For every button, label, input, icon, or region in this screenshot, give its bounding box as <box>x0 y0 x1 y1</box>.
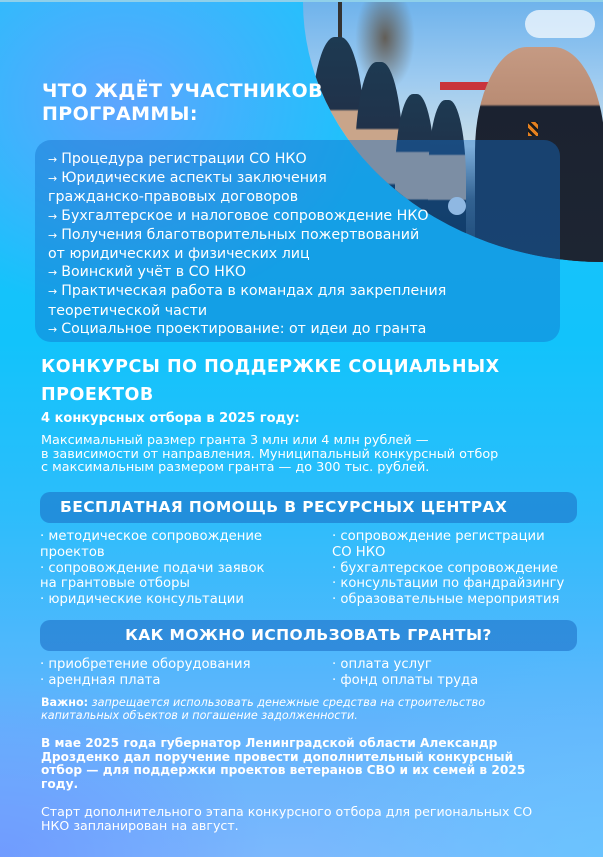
cloud-shape <box>525 10 595 38</box>
contests-subtitle: 4 конкурсных отбора в 2025 году: <box>41 411 300 426</box>
important-note-label: Важно: <box>41 696 89 709</box>
arrow-right-icon: → <box>48 209 58 223</box>
resource-centers-banner: БЕСПЛАТНАЯ ПОМОЩЬ В РЕСУРСНЫХ ЦЕНТРАХ <box>40 492 577 523</box>
program-list-item <box>48 150 560 169</box>
program-heading <box>42 80 342 126</box>
august-start-line: Старт дополнительного этапа конкурсного отбора для региональных СО <box>41 804 533 819</box>
service-item: · бухгалтерское сопровождение <box>332 560 558 576</box>
program-list-item-continuation: гражданско-правовых договоров <box>48 189 299 206</box>
grant-use-right-column <box>332 657 592 689</box>
program-list-item-text: Практическая работа в командах для закрепления <box>61 283 447 300</box>
announcement-line: отбор — для поддержки проектов ветеранов СВО и их семей в 2025 <box>41 763 526 778</box>
st-george-ribbon-icon <box>528 122 538 136</box>
arrow-right-icon: → <box>48 153 58 166</box>
contests-heading-line2: ПРОЕКТОВ <box>41 385 154 405</box>
program-list-item-text: Бухгалтерское и налоговое сопровождение НКО <box>61 207 429 224</box>
arrow-right-icon: → <box>48 285 58 299</box>
service-item: · сопровождение регистрации <box>332 529 545 544</box>
program-list-panel <box>35 140 560 342</box>
grant-use-item: · приобретение оборудования <box>40 657 251 672</box>
grant-use-item: · оплата услуг <box>332 657 432 672</box>
program-list-item <box>48 263 560 282</box>
program-list-item <box>48 226 560 245</box>
august-start-note <box>41 805 571 832</box>
service-item: · методическое сопровождение <box>40 529 263 544</box>
announcement-line: В мае 2025 года губернатор Ленинградской области Александр <box>41 736 498 750</box>
arrow-right-icon: → <box>48 228 58 242</box>
grant-use-banner: КАК МОЖНО ИСПОЛЬЗОВАТЬ ГРАНТЫ? <box>40 620 577 651</box>
service-item: · образовательные мероприятия <box>332 592 560 608</box>
arrow-right-icon: → <box>48 266 58 280</box>
contests-description-line: с максимальным размером гранта — до 300 тыс. рублей. <box>41 460 430 475</box>
program-list-item-text: Социальное проектирование: от идеи до гранта <box>61 320 427 337</box>
service-item: · консультации по фандрайзингу <box>332 576 565 592</box>
important-note <box>41 697 561 723</box>
program-list-item-continuation: от юридических и физических лиц <box>48 246 310 263</box>
program-list-item <box>48 169 560 188</box>
august-start-line: НКО запланирован на август. <box>41 817 239 833</box>
arrow-right-icon: → <box>48 322 58 336</box>
service-item-continuation: СО НКО <box>332 544 386 560</box>
arrow-right-icon: → <box>48 172 58 186</box>
service-item-continuation: на грантовые отборы <box>40 576 190 592</box>
program-list-item <box>48 282 560 301</box>
service-item-continuation: проектов <box>40 544 105 560</box>
program-list-item-text: Процедура регистрации СО НКО <box>61 151 307 167</box>
contests-heading-line1: КОНКУРСЫ ПО ПОДДЕРЖКЕ СОЦИАЛЬНЫХ <box>41 357 500 377</box>
program-list-item-text: Получения благотворительных пожертвований <box>61 226 420 243</box>
contests-description <box>41 434 561 475</box>
program-heading-line1: ЧТО ЖДЁТ УЧАСТНИКОВ <box>42 80 323 102</box>
program-list-item-text: Воинский учёт в СО НКО <box>61 264 247 281</box>
important-note-text: запрещается использовать денежные средства на строительство <box>91 696 486 709</box>
announcement-line: году. <box>41 776 79 791</box>
grant-use-item: · фонд оплаты труда <box>332 672 479 688</box>
resource-centers-right-column <box>332 529 592 608</box>
grant-use-left-column <box>40 657 330 689</box>
service-item: · сопровождение подачи заявок <box>40 560 265 576</box>
governor-announcement <box>41 737 571 791</box>
service-item: · юридические консультации <box>40 592 244 608</box>
program-list-item <box>48 320 560 339</box>
contests-heading <box>41 353 561 409</box>
program-list-item-continuation: теоретической части <box>48 302 208 319</box>
contests-description-line: в зависимости от направления. Муниципальный конкурсный отбор <box>41 446 499 462</box>
program-list-item-text: Юридические аспекты заключения <box>61 170 327 187</box>
contests-description-line: Максимальный размер гранта 3 млн или 4 млн рублей — <box>41 433 429 448</box>
resource-centers-left-column <box>40 529 330 608</box>
announcement-line: Дрозденко дал поручение провести дополнительный конкурсный <box>41 749 514 764</box>
program-list-item <box>48 207 560 226</box>
grant-use-item: · арендная плата <box>40 672 161 688</box>
important-note-text: капитальных объектов и погашение задолженности. <box>41 708 358 722</box>
program-heading-line2: ПРОГРАММЫ: <box>42 103 198 125</box>
